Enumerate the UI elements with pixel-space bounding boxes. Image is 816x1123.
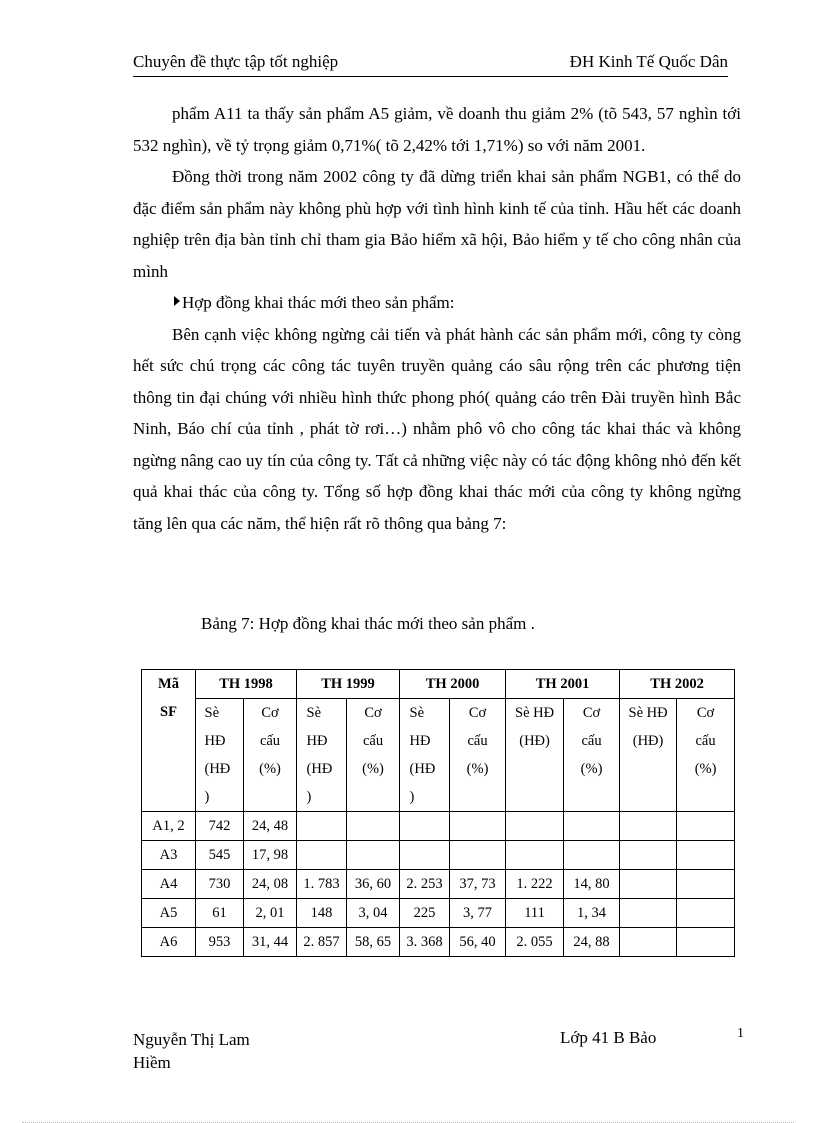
share-percent-cell: 24, 88 — [564, 928, 620, 957]
footer-class: Lớp 41 B Bảo — [560, 1028, 657, 1047]
contract-count-cell — [400, 841, 450, 870]
share-percent-cell: 58, 65 — [347, 928, 400, 957]
table-caption: Bảng 7: Hợp đồng khai thác mới theo sản phẩm . — [201, 614, 535, 633]
share-subheader-text: Cơ cấu (%) — [694, 705, 717, 777]
paragraph-3: Bên cạnh việc không ngừng cải tiến và phát hành các sản phẩm mới, công ty còng hết sức chú trọng các công tác tuyên truyền quảng cáo sâu rộng trên các phương tiện thông tin đại chúng với nhiều hình thức phong phó( quảng cáo trên Đài truyền hình Bắc Ninh, Báo chí của tỉnh , phát tờ rơi…) nhằm phô vô cho công tác khai thác và không ngừng nâng cao uy tín của công ty. Tất cả những việc này có tác động không nhỏ đến kết quả khai thác của công ty. Tổng số hợp đồng khai thác mới của công ty không ngừng tăng lên qua các năm, thể hiện rất rõ thông qua bảng 7: — [133, 324, 741, 533]
share-percent-cell — [450, 841, 506, 870]
share-percent-cell: 3, 04 — [347, 899, 400, 928]
table-row — [142, 870, 735, 899]
share-percent-cell: 24, 08 — [244, 870, 297, 899]
product-code-cell: A5 — [142, 899, 196, 928]
contract-count-cell: 2. 857 — [297, 928, 347, 957]
share-subheader-text: Cơ cấu (%) — [259, 705, 281, 777]
product-code-cell: A4 — [142, 870, 196, 899]
contract-count-cell: 953 — [196, 928, 244, 957]
contract-count-cell: 1. 783 — [297, 870, 347, 899]
table-row — [142, 841, 735, 870]
share-subheader-text: Cơ cấu (%) — [466, 705, 489, 777]
share-subheader — [677, 699, 735, 812]
contract-count-cell — [620, 841, 677, 870]
contract-count-cell: 742 — [196, 812, 244, 841]
year-header: TH 2001 — [506, 670, 620, 699]
page-header — [133, 52, 728, 77]
table-row — [142, 812, 735, 841]
share-percent-cell: 56, 40 — [450, 928, 506, 957]
contract-count-cell: 545 — [196, 841, 244, 870]
contract-count-cell: 111 — [506, 899, 564, 928]
contract-count-cell — [506, 841, 564, 870]
share-percent-cell: 1, 34 — [564, 899, 620, 928]
count-subheader — [196, 699, 244, 812]
share-percent-cell: 24, 48 — [244, 812, 297, 841]
count-subheader — [506, 699, 564, 812]
share-subheader — [564, 699, 620, 812]
contracts-table — [141, 669, 735, 957]
share-percent-cell: 17, 98 — [244, 841, 297, 870]
contract-count-cell: 2. 253 — [400, 870, 450, 899]
share-subheader-text: Cơ cấu (%) — [580, 705, 603, 777]
table-body — [142, 812, 735, 957]
count-subheader — [297, 699, 347, 812]
page-number: 1 — [737, 1026, 744, 1041]
share-percent-cell — [564, 812, 620, 841]
share-percent-cell — [677, 870, 735, 899]
footer-author: Nguyễn Thị Lam Hiềm — [133, 1030, 250, 1072]
header-title: Chuyên đề thực tập tốt nghiệp — [133, 52, 339, 71]
bullet-heading-text: Hợp đồng khai thác mới theo sản phẩm: — [182, 293, 455, 312]
contract-count-cell: 225 — [400, 899, 450, 928]
product-code-cell: A3 — [142, 841, 196, 870]
share-percent-cell: 14, 80 — [564, 870, 620, 899]
year-header: TH 2002 — [620, 670, 735, 699]
bullet-heading — [133, 287, 741, 319]
contract-count-cell — [297, 812, 347, 841]
triangle-bullet-icon — [174, 296, 180, 306]
table-row — [142, 928, 735, 957]
product-code-cell: A1, 2 — [142, 812, 196, 841]
share-percent-cell — [677, 928, 735, 957]
share-percent-cell — [677, 841, 735, 870]
count-subheader — [400, 699, 450, 812]
contract-count-cell — [620, 899, 677, 928]
contract-count-cell: 3. 368 — [400, 928, 450, 957]
share-subheader — [347, 699, 400, 812]
count-subheader-text: Sè HĐ (HĐ ) — [306, 705, 333, 805]
code-header-text: Mã SF — [158, 676, 179, 720]
contract-count-cell — [620, 928, 677, 957]
contract-count-cell: 148 — [297, 899, 347, 928]
contract-count-cell: 730 — [196, 870, 244, 899]
share-percent-cell — [564, 841, 620, 870]
contract-count-cell: 1. 222 — [506, 870, 564, 899]
count-subheader-text: Sè HĐ (HĐ ) — [409, 705, 436, 805]
share-subheader — [450, 699, 506, 812]
share-subheader — [244, 699, 297, 812]
contract-count-cell — [297, 841, 347, 870]
table-subheader-row — [142, 699, 735, 812]
share-percent-cell: 2, 01 — [244, 899, 297, 928]
contract-count-cell: 61 — [196, 899, 244, 928]
table-header-row — [142, 670, 735, 699]
product-code-cell: A6 — [142, 928, 196, 957]
share-percent-cell — [450, 812, 506, 841]
contract-count-cell — [620, 812, 677, 841]
paragraph-1: phẩm A11 ta thấy sản phẩm A5 giảm, về doanh thu giảm 2% (tõ 543, 57 nghìn tới 532 nghìn), về tỷ trọng giảm 0,71%( tõ 2,42% tới 1,71%) so với năm 2001. — [133, 104, 741, 155]
paragraph-2: Đồng thời trong năm 2002 công ty đã dừng triển khai sản phẩm NGB1, có thể do đặc điểm sản phẩm này không phù hợp với tình hình kinh tế của tỉnh. Hầu hết các doanh nghiệp trên địa bàn tỉnh chỉ tham gia Bảo hiểm xã hội, Bảo hiểm y tế cho công nhân của mình — [133, 167, 741, 281]
year-header: TH 1999 — [297, 670, 400, 699]
contract-count-cell: 2. 055 — [506, 928, 564, 957]
share-percent-cell — [677, 812, 735, 841]
table-row — [142, 899, 735, 928]
body-text — [133, 98, 741, 539]
share-percent-cell: 36, 60 — [347, 870, 400, 899]
count-subheader — [620, 699, 677, 812]
year-header: TH 2000 — [400, 670, 506, 699]
code-header — [142, 670, 196, 812]
header-university: ĐH Kinh Tế Quốc Dân — [569, 52, 728, 71]
year-header: TH 1998 — [196, 670, 297, 699]
share-percent-cell: 37, 73 — [450, 870, 506, 899]
share-percent-cell — [677, 899, 735, 928]
share-percent-cell — [347, 841, 400, 870]
share-percent-cell — [347, 812, 400, 841]
share-percent-cell: 3, 77 — [450, 899, 506, 928]
count-subheader-text: Sè HĐ (HĐ) — [515, 705, 555, 749]
share-percent-cell: 31, 44 — [244, 928, 297, 957]
share-subheader-text: Cơ cấu (%) — [362, 705, 384, 777]
contract-count-cell — [400, 812, 450, 841]
count-subheader-text: Sè HĐ (HĐ ) — [204, 705, 231, 805]
contract-count-cell — [620, 870, 677, 899]
contract-count-cell — [506, 812, 564, 841]
count-subheader-text: Sè HĐ (HĐ) — [628, 705, 668, 749]
